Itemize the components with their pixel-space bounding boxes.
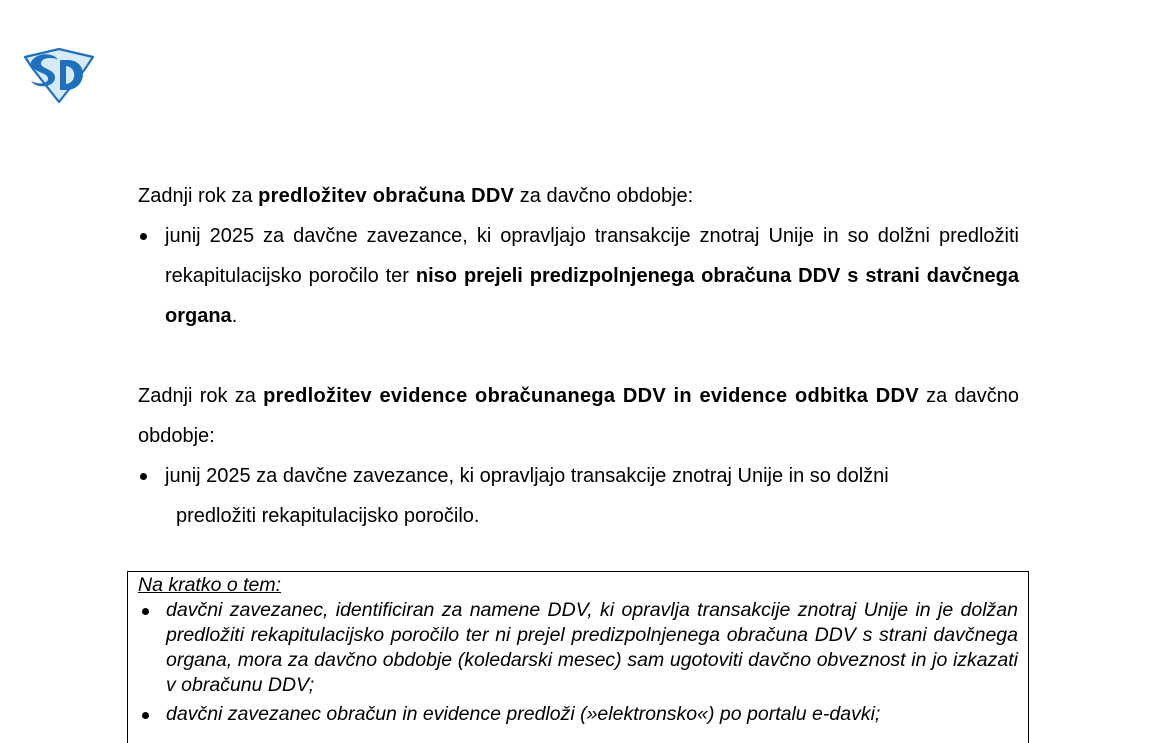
document-body (138, 176, 1019, 536)
sd-logo-icon (22, 48, 96, 104)
section1-intro: Zadnji rok za predložitev obračuna DDV za davčno obdobje: (138, 185, 694, 207)
section2-list (138, 456, 1019, 536)
summary-title: Na kratko o tem: (138, 574, 282, 596)
section1-bullet: junij 2025 za davčne zavezance, ki opravljajo transakcije znotraj Unije in so dolžni predložiti rekapitulacijsko poročilo ter niso prejeli predizpolnjenega obračuna DDV s strani davčnega organa. (138, 216, 1019, 336)
section2-bullet: junij 2025 za davčne zavezance, ki opravljajo transakcije znotraj Unije in so dolžni predložiti rekapitulacijsko poročilo. (138, 456, 1019, 536)
section2-intro: Zadnji rok za predložitev evidence obračunanega DDV in evidence odbitka DDV za davčno obdobje: (138, 385, 1019, 447)
summary-list (138, 598, 1018, 727)
summary-item: davčni zavezanec, identificiran za namene DDV, ki opravlja transakcije znotraj Unije in je dolžan predložiti rekapitulacijsko poročilo ter ni prejel predizpolnjenega obračuna DDV s strani davčnega organa, mora za davčno obdobje (koledarski mesec) sam ugotoviti davčno obveznost in jo izkazati v obračunu DDV; (138, 598, 1018, 698)
section1-list (138, 216, 1019, 336)
summary-box (127, 571, 1029, 743)
summary-item: davčni zavezanec obračun in evidence predloži (»elektronsko«) po portalu e-davki; (138, 702, 1018, 727)
